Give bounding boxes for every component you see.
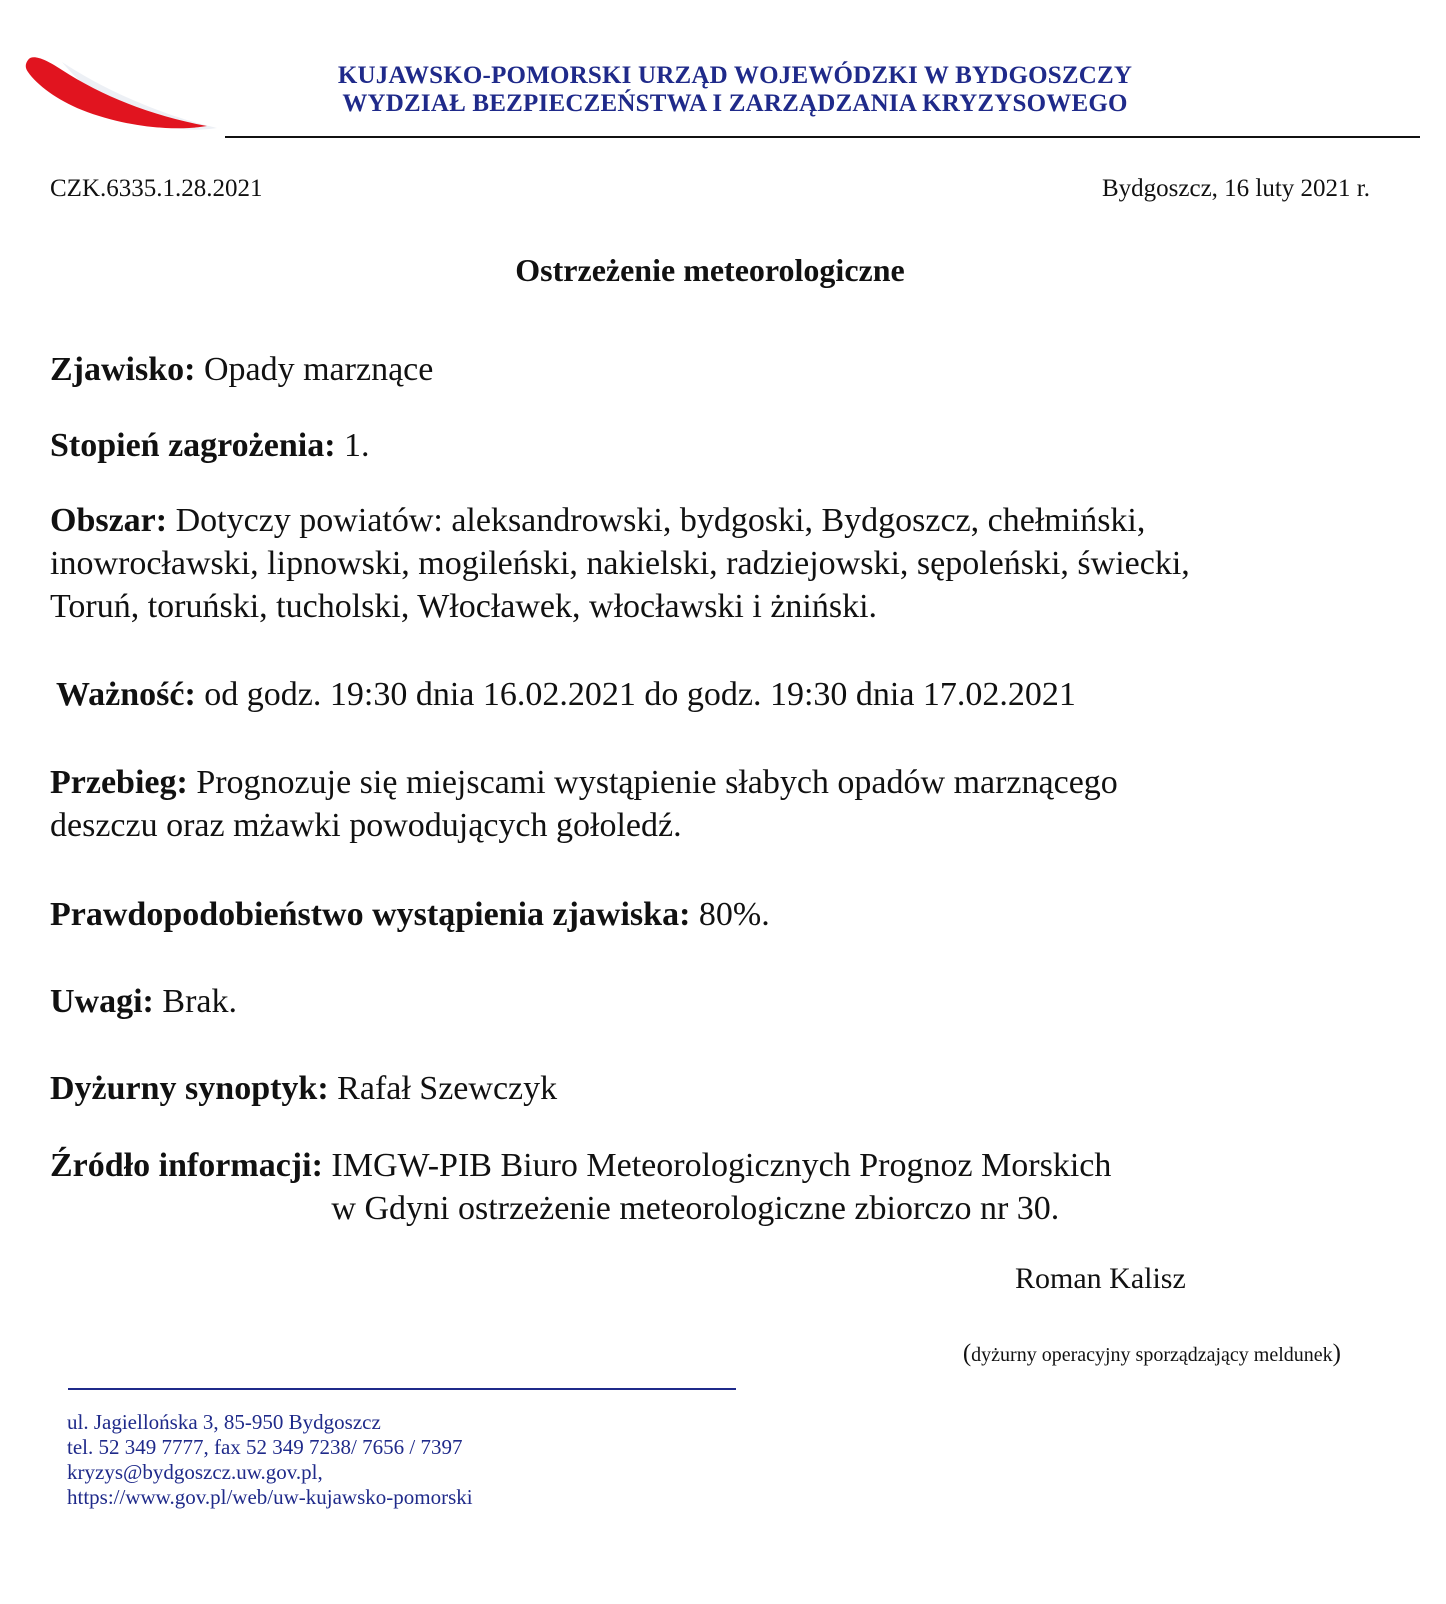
- document-title: Ostrzeżenie meteorologiczne: [515, 252, 905, 288]
- phenomenon-label: Zjawisko:: [50, 351, 196, 388]
- footer-email: kryzys@bydgoszcz.uw.gov.pl,: [67, 1460, 323, 1484]
- source-value: [331, 1144, 1111, 1230]
- field-duty-forecaster: [50, 1067, 557, 1110]
- source-value-line: w Gdyni ostrzeżenie meteorologiczne zbiorczo nr 30.: [331, 1190, 1060, 1227]
- area-value-line: inowrocławski, lipnowski, mogileński, nakielski, radziejowski, sępoleński, świecki,: [50, 545, 1190, 582]
- source-label: Źródło informacji:: [50, 1147, 323, 1184]
- remarks-value: Brak.: [162, 983, 237, 1020]
- field-remarks: [50, 980, 237, 1023]
- area-value-line: Toruń, toruński, tucholski, Włocławek, włocławski i żniński.: [50, 588, 878, 625]
- field-area: [50, 499, 1190, 628]
- phenomenon-value: Opady marznące: [203, 351, 434, 388]
- area-label: Obszar:: [50, 502, 168, 539]
- signer-role-open: (: [962, 1340, 972, 1367]
- footer-address: ul. Jagiellońska 3, 85-950 Bydgoszcz: [67, 1410, 381, 1434]
- footer-divider: [68, 1388, 736, 1390]
- field-threat-level: [50, 424, 370, 467]
- duty-forecaster-label: Dyżurny synoptyk:: [50, 1070, 329, 1107]
- footer-website: https://www.gov.pl/web/uw-kujawsko-pomorski: [67, 1485, 473, 1509]
- office-name: KUJAWSKO-POMORSKI URZĄD WOJEWÓDZKI W BYDGOSZCZY: [337, 62, 1133, 89]
- department-name: WYDZIAŁ BEZPIECZEŃSTWA I ZARZĄDZANIA KRYZYSOWEGO: [342, 90, 1128, 117]
- signer-role-text: dyżurny operacyjny sporządzający meldunek: [971, 1344, 1333, 1366]
- signer-role: [963, 1340, 1341, 1368]
- threat-level-label: Stopień zagrożenia:: [50, 427, 336, 464]
- probability-label: Prawdopodobieństwo wystąpienia zjawiska:: [50, 896, 691, 933]
- footer-contact: [67, 1410, 473, 1510]
- field-probability: [50, 893, 770, 936]
- footer-phone: tel. 52 349 7777, fax 52 349 7238/ 7656 / 7397: [67, 1435, 463, 1459]
- area-value-line: Dotyczy powiatów: aleksandrowski, bydgoski, Bydgoszcz, chełmiński,: [175, 502, 1146, 539]
- remarks-label: Uwagi:: [50, 983, 154, 1020]
- field-course: [50, 761, 1118, 847]
- validity-value: od godz. 19:30 dnia 16.02.2021 do godz. 19:30 dnia 17.02.2021: [204, 676, 1076, 713]
- course-label: Przebieg:: [50, 764, 188, 801]
- place-and-date: Bydgoszcz, 16 luty 2021 r.: [1101, 175, 1370, 202]
- threat-level-value: 1.: [344, 427, 370, 464]
- field-validity: [56, 673, 1076, 716]
- office-header: [230, 62, 1240, 118]
- validity-label: Ważność:: [56, 676, 196, 713]
- course-value-line: Prognozuje się miejscami wystąpienie słabych opadów marznącego: [196, 764, 1118, 801]
- field-phenomenon: [50, 348, 433, 391]
- course-value-line: deszczu oraz mżawki powodujących gołoledź.: [50, 807, 682, 844]
- signer-name: Roman Kalisz: [1015, 1262, 1186, 1295]
- voivodeship-logo: [22, 40, 222, 140]
- header-divider: [225, 136, 1420, 138]
- field-source: [50, 1144, 1111, 1230]
- duty-forecaster-value: Rafał Szewczyk: [337, 1070, 558, 1107]
- source-value-line: IMGW-PIB Biuro Meteorologicznych Prognoz Morskich: [331, 1147, 1112, 1184]
- signer-role-close: ): [1332, 1340, 1341, 1367]
- reference-number: CZK.6335.1.28.2021: [50, 175, 263, 202]
- probability-value: 80%.: [698, 896, 770, 933]
